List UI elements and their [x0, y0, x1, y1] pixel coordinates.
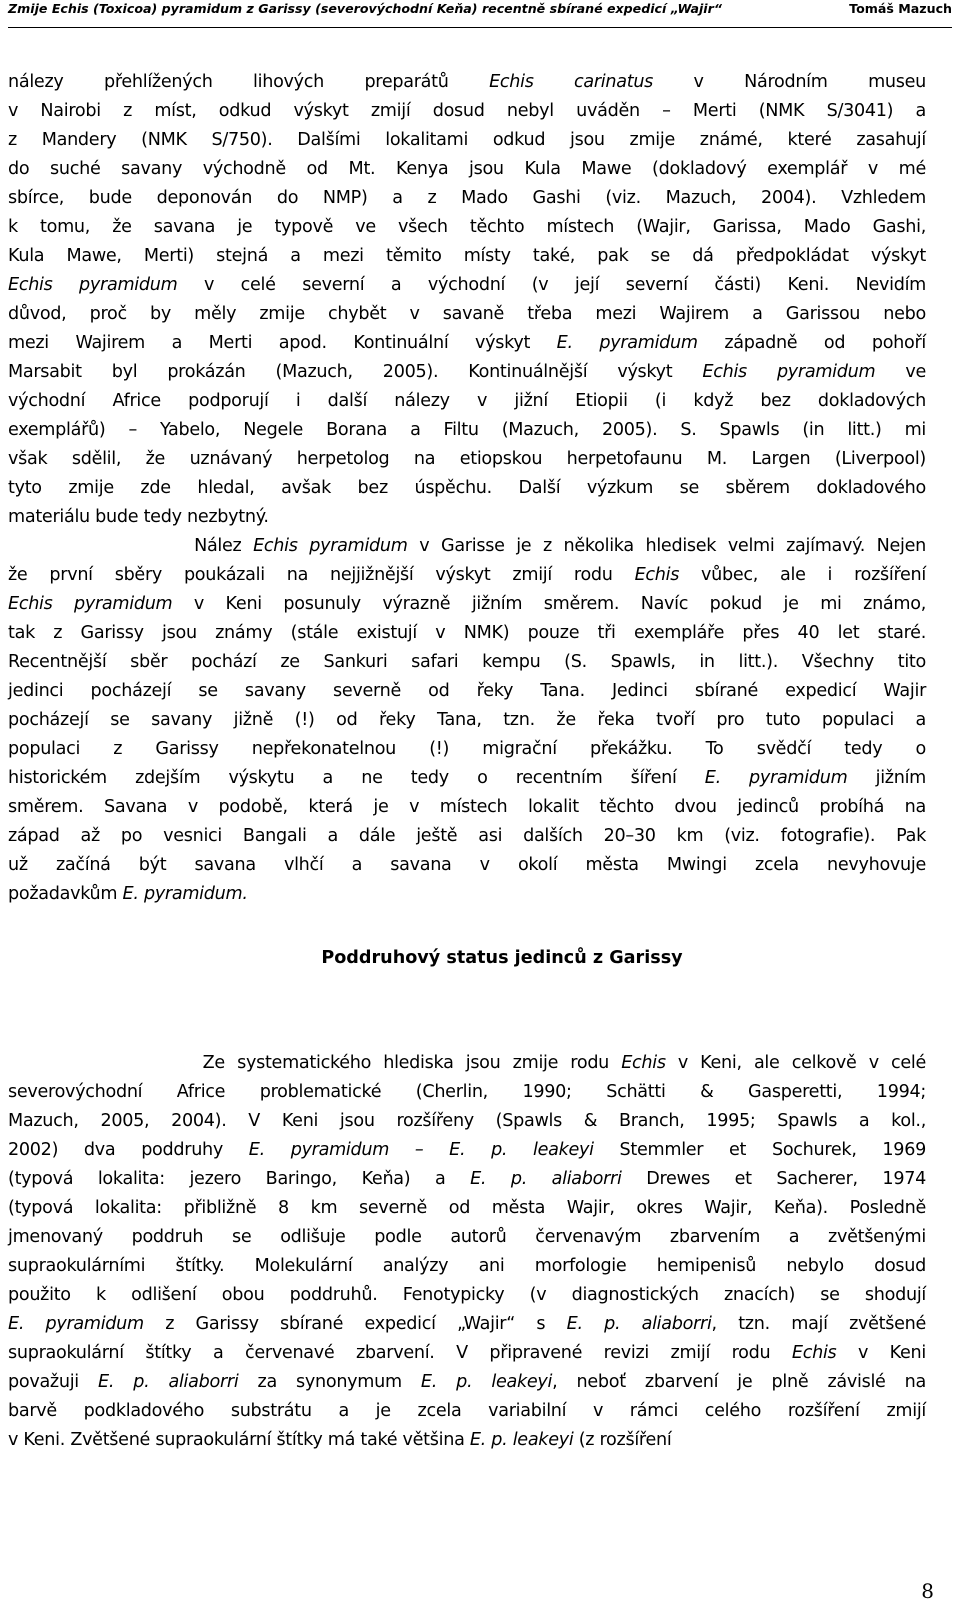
text-line: [8, 1426, 926, 1455]
text-segment: Marsabit byl prokázán (Mazuch, 2005). Kontinuálnější výskyt: [8, 362, 703, 382]
text-line: [8, 445, 926, 474]
text-segment: západ až po vesnici Bangali a dále ještě asi dalších 20–30 km (viz. fotografie). Pak: [8, 826, 926, 846]
text-segment: v Keni. Zvětšené supraokulární štítky má také většina: [8, 1430, 470, 1450]
italic-text: E. p. leakeyi: [469, 1430, 574, 1450]
text-line: [8, 793, 926, 822]
text-line: [8, 561, 926, 590]
italic-text: Echis: [634, 565, 680, 585]
text-segment: už začíná být savana vlhčí a savana v okolí města Mwingi zcela nevyhovuje: [8, 855, 926, 875]
text-segment: , neboť zbarvení je plně závislé na: [552, 1372, 926, 1392]
text-segment: použito k odlišení obou poddruhů. Fenotypicky (v diagnostických znacích) se shodují: [8, 1285, 926, 1305]
text-segment: mezi Wajirem a Merti apod. Kontinuální výskyt: [8, 333, 557, 353]
text-segment: sbírce, bude deponován do NMP) a z Mado Gashi (viz. Mazuch, 2004). Vzhledem: [8, 188, 926, 208]
text-line: [8, 706, 926, 735]
text-segment: supraokulární štítky a červenavé zbarvení. V připravené revizi zmijí rodu: [8, 1343, 792, 1363]
text-line: [8, 880, 926, 909]
text-segment: 2002) dva poddruhy: [8, 1140, 249, 1160]
text-segment: směrem. Savana v podobě, která je v místech lokalit těchto dvou jedinců probíhá na: [8, 797, 926, 817]
text-segment: Ze systematického hlediska jsou zmije rodu: [8, 1053, 622, 1073]
italic-text: E. pyramidum.: [122, 884, 248, 904]
text-segment: Stemmler et Sochurek, 1969: [593, 1140, 926, 1160]
text-segment: jedinci pocházejí se savany severně od řeky Tana. Jedinci sbírané expedicí Wajir: [8, 681, 926, 701]
text-line: [8, 648, 926, 677]
italic-text: Echis pyramidum: [8, 594, 173, 614]
text-segment: Drewes et Sacherer, 1974: [621, 1169, 927, 1189]
italic-text: Echis: [791, 1343, 837, 1363]
italic-text: Echis: [621, 1053, 666, 1073]
text-segment: nálezy přehlížených lihových preparátů: [8, 72, 490, 92]
text-segment: v Keni posunuly výrazně jižním směrem. Navíc pokud je mi známo,: [172, 594, 927, 614]
italic-text: Echis pyramidum: [253, 536, 408, 556]
text-segment: historickém zdejším výskytu a ne tedy o recentním šíření: [8, 768, 705, 788]
text-line: [8, 300, 926, 329]
text-segment: v Keni: [836, 1343, 926, 1363]
text-segment: východní Africe podporují i další nálezy v jižní Etiopii (i když bez dokladových: [8, 391, 926, 411]
text-line: [8, 1107, 926, 1136]
text-line: [8, 358, 926, 387]
text-segment: v Národním museu: [653, 72, 927, 92]
text-line: [8, 97, 926, 126]
header-title: Zmije Echis (Toxicoa) pyramidum z Garissy (severovýchodní Keňa) recentně sbírané expedicí „Wajir“: [8, 1, 722, 16]
text-line: [8, 1397, 926, 1426]
text-line: [8, 213, 926, 242]
text-segment: (typová lokalita: jezero Baringo, Keňa) a: [8, 1169, 471, 1189]
text-line: [8, 1165, 926, 1194]
text-segment: požadavkům: [8, 884, 123, 904]
text-line: [8, 1252, 926, 1281]
text-line: [8, 1281, 926, 1310]
text-segment: tak z Garissy jsou známy (stále existují v NMK) pouze tři exempláře přes 40 let staré.: [8, 623, 926, 643]
section-heading: Poddruhový status jedinců z Garissy: [321, 948, 683, 968]
text-segment: že první sběry poukázali na nejjižnější výskyt zmijí rodu: [8, 565, 635, 585]
text-segment: (typová lokalita: přibližně 8 km severně od města Wajir, okres Wajir, Keňa). Posledně: [8, 1198, 926, 1218]
italic-text: E. p. aliaborri: [566, 1314, 712, 1334]
text-segment: Recentnější sběr pochází ze Sankuri safari kempu (S. Spawls, in litt.). Všechny tito: [8, 652, 926, 672]
text-line: [8, 1223, 926, 1252]
italic-text: Echis pyramidum: [702, 362, 876, 382]
header-author: Tomáš Mazuch: [849, 1, 952, 16]
text-segment: , tzn. mají zvětšené: [711, 1314, 927, 1334]
text-segment: v Nairobi z míst, odkud výskyt zmijí dosud nebyl uváděn – Merti (NMK S/3041) a: [8, 101, 926, 121]
text-segment: (z rozšíření: [573, 1430, 672, 1450]
text-segment: severovýchodní Africe problematické (Cherlin, 1990; Schätti & Gasperetti, 1994;: [8, 1082, 926, 1102]
text-segment: pocházejí se savany jižně (!) od řeky Tana, tzn. že řeka tvoří pro tuto populaci a: [8, 710, 926, 730]
text-line: [8, 1078, 926, 1107]
text-segment: barvě podkladového substrátu a je zcela variabilní v rámci celého rozšíření zmijí: [8, 1401, 926, 1421]
text-segment: populaci z Garissy nepřekonatelnou (!) migrační překážku. To svědčí tedy o: [8, 739, 926, 759]
italic-text: E. p. aliaborri: [470, 1169, 622, 1189]
text-segment: však sdělil, že uznávaný herpetolog na etiopskou herpetofaunu M. Largen (Liverpool): [8, 449, 926, 469]
text-line: [8, 387, 926, 416]
italic-text: E. pyramidum: [556, 333, 698, 353]
text-segment: za synonymum: [238, 1372, 421, 1392]
text-segment: exemplářů) – Yabelo, Negele Borana a Filtu (Mazuch, 2005). S. Spawls (in litt.) mi: [8, 420, 926, 440]
text-line: [8, 619, 926, 648]
text-segment: jmenovaný poddruh se odlišuje podle autorů červenavým zbarvením a zvětšenými: [8, 1227, 926, 1247]
text-segment: v Keni, ale celkově v celé: [665, 1053, 927, 1073]
text-line: [8, 329, 926, 358]
running-header: [8, 0, 952, 28]
text-line: [8, 735, 926, 764]
text-segment: k tomu, že savana je typově ve všech těchto místech (Wajir, Garissa, Mado Gashi,: [8, 217, 926, 237]
text-segment: tyto zmije zde hledal, avšak bez úspěchu. Další výzkum se sběrem dokladového: [8, 478, 926, 498]
text-segment: Kula Mawe, Merti) stejná a mezi těmito místy také, pak se dá předpokládat výskyt: [8, 246, 926, 266]
text-line: [8, 764, 926, 793]
body-text-upper: [8, 68, 926, 909]
text-line: [8, 503, 926, 532]
italic-text: Echis carinatus: [489, 72, 654, 92]
text-line: [8, 1339, 926, 1368]
text-line: [8, 416, 926, 445]
text-line: [8, 822, 926, 851]
text-line: [8, 851, 926, 880]
text-line: [8, 184, 926, 213]
text-segment: vůbec, ale i rozšíření: [679, 565, 926, 585]
text-segment: Nález: [8, 536, 254, 556]
text-segment: v Garisse je z několika hledisek velmi zajímavý. Nejen: [407, 536, 927, 556]
text-line: [8, 1136, 926, 1165]
text-segment: považuji: [8, 1372, 98, 1392]
text-segment: ve: [875, 362, 926, 382]
italic-text: Echis pyramidum: [8, 275, 178, 295]
text-line: [8, 68, 926, 97]
text-segment: Mazuch, 2005, 2004). V Keni jsou rozšířeny (Spawls & Branch, 1995; Spawls a kol.,: [8, 1111, 926, 1131]
text-segment: v celé severní a východní (v její severní části) Keni. Nevidím: [177, 275, 926, 295]
text-line: [8, 532, 926, 561]
text-line: [8, 590, 926, 619]
italic-text: E. pyramidum – E. p. leakeyi: [248, 1140, 594, 1160]
text-line: [8, 126, 926, 155]
text-line: [8, 155, 926, 184]
text-line: [8, 1049, 926, 1078]
text-segment: supraokulárními štítky. Molekulární analýzy ani morfologie hemipenisů nebylo dosud: [8, 1256, 926, 1276]
text-line: [8, 1368, 926, 1397]
italic-text: E. p. leakeyi: [420, 1372, 553, 1392]
text-line: [8, 1194, 926, 1223]
text-segment: důvod, proč by měly zmije chybět v savaně třeba mezi Wajirem a Garissou nebo: [8, 304, 926, 324]
text-line: [8, 474, 926, 503]
text-line: [8, 1310, 926, 1339]
italic-text: E. p. aliaborri: [98, 1372, 239, 1392]
text-segment: západně od pohoří: [697, 333, 927, 353]
text-segment: z Mandery (NMK S/750). Dalšími lokalitami odkud jsou zmije známé, které zasahují: [8, 130, 926, 150]
text-line: [8, 271, 926, 300]
text-segment: jižním: [847, 768, 926, 788]
text-line: [8, 677, 926, 706]
body-text-lower: [8, 1049, 926, 1455]
text-line: [8, 242, 926, 271]
text-segment: z Garissy sbírané expedicí „Wajir“ s: [143, 1314, 567, 1334]
text-segment: materiálu bude tedy nezbytný.: [8, 507, 269, 527]
italic-text: E. pyramidum: [8, 1314, 144, 1334]
italic-text: E. pyramidum: [704, 768, 848, 788]
text-segment: do suché savany východně od Mt. Kenya jsou Kula Mawe (dokladový exemplář v mé: [8, 159, 926, 179]
page-number: 8: [921, 1579, 934, 1603]
